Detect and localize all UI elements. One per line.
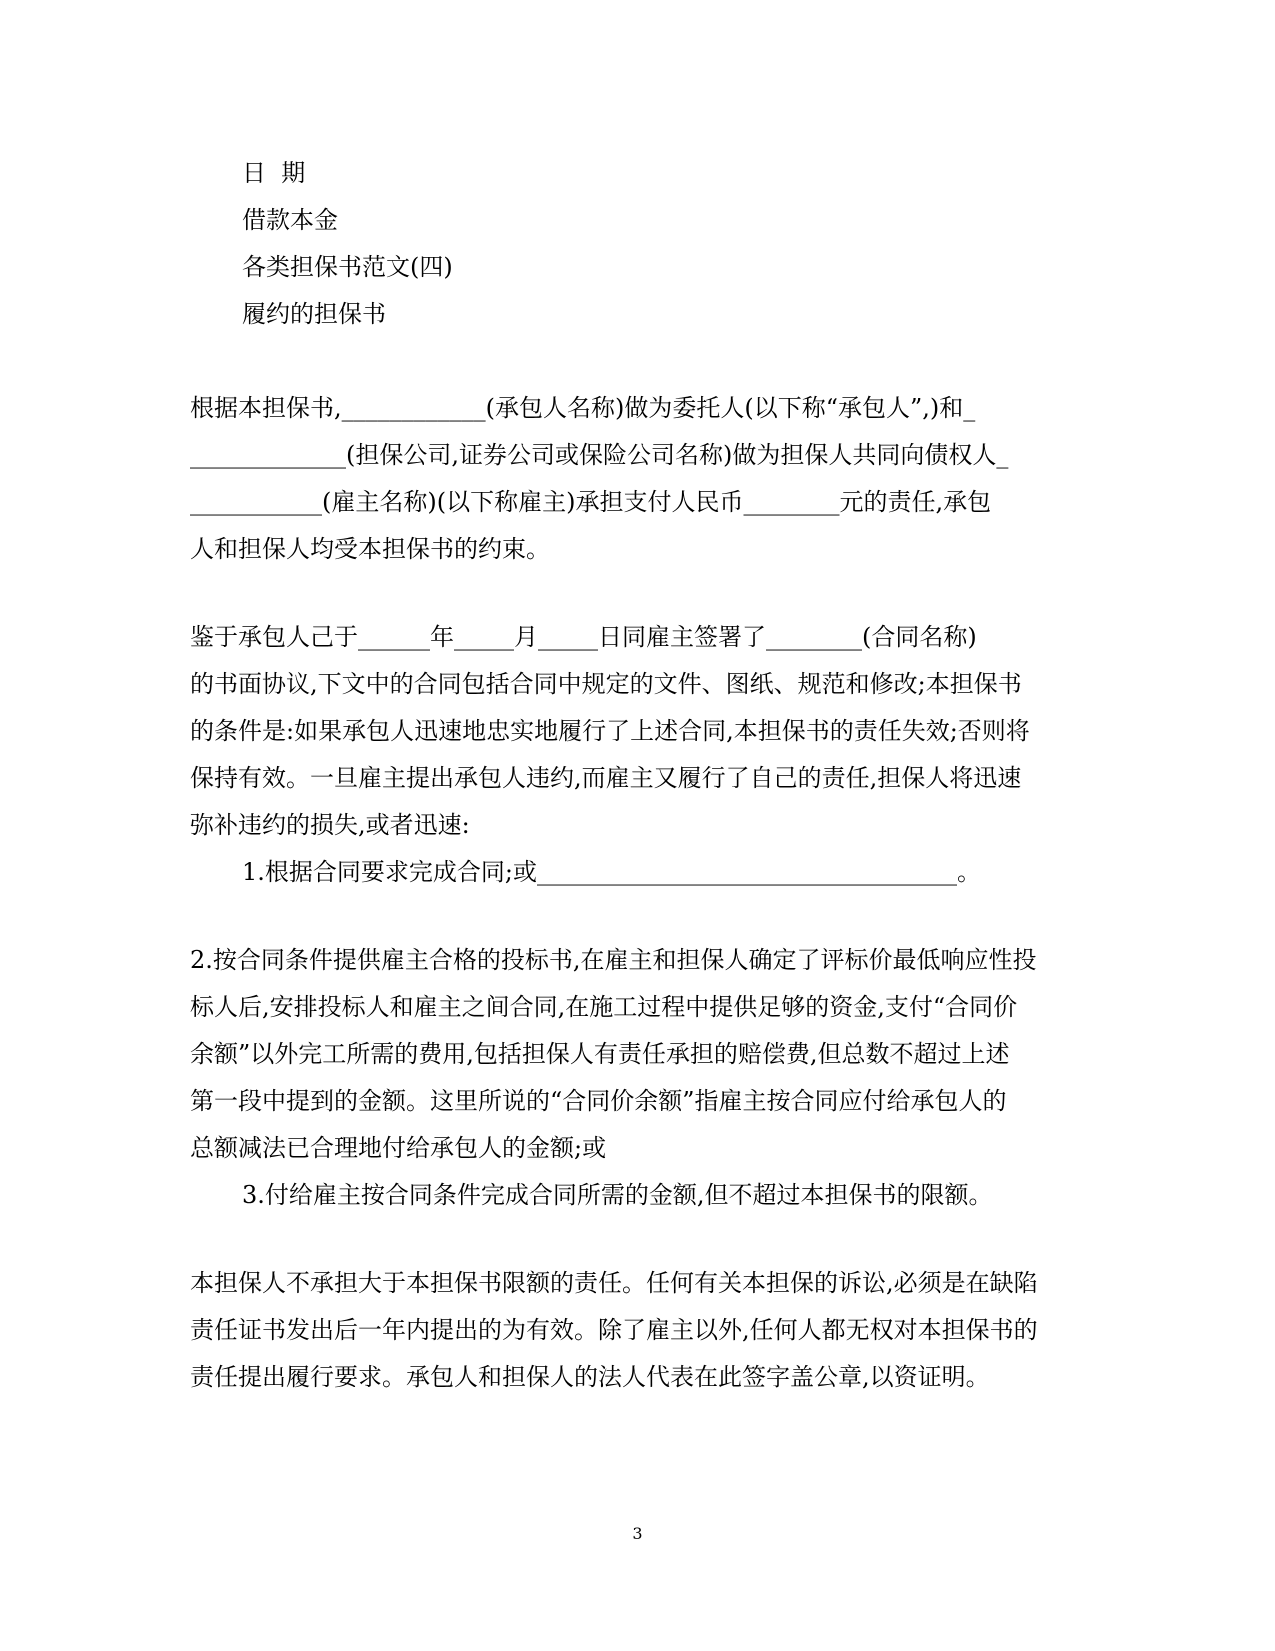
item1: 1.根据合同要求完成合同;或___________________________________。 [242,858,981,886]
paragraph3-line3: 余额”以外完工所需的费用,包括担保人有责任承担的赔偿费,但总数不超过上述 [190,1040,1010,1068]
paragraph1-line3: ___________(雇主名称)(以下称雇主)承担支付人民币________元的责任,承包 [190,488,992,516]
paragraph4-line1: 本担保人不承担大于本担保书限额的责任。任何有关本担保的诉讼,必须是在缺陷 [190,1269,1038,1297]
paragraph2-line5: 弥补违约的损失,或者迅速: [190,811,470,839]
heading-date: 日 期 [242,159,306,187]
paragraph3-line2: 标人后,安排投标人和雇主之间合同,在施工过程中提供足够的资金,支付“合同价 [190,993,1018,1021]
paragraph3-line5: 总额减法已合理地付给承包人的金额;或 [190,1134,607,1162]
paragraph4-line2: 责任证书发出后一年内提出的为有效。除了雇主以外,任何人都无权对本担保书的 [190,1316,1038,1344]
paragraph3-line4: 第一段中提到的金额。这里所说的“合同价余额”指雇主按合同应付给承包人的 [190,1087,1007,1115]
paragraph2-line1: 鉴于承包人己于______年_____月_____日同雇主签署了________(合同名称) [190,623,977,651]
paragraph2-line2: 的书面协议,下文中的合同包括合同中规定的文件、图纸、规范和修改;本担保书 [190,670,1022,698]
heading-section-title: 各类担保书范文(四) [242,253,453,281]
paragraph1-line2: _____________(担保公司,证券公司或保险公司名称)做为担保人共同向债权人_ [190,441,1009,469]
page-number: 3 [632,1524,643,1543]
heading-performance-bond: 履约的担保书 [242,300,386,328]
paragraph4-line3: 责任提出履行要求。承包人和担保人的法人代表在此签字盖公章,以资证明。 [190,1363,990,1391]
item3: 3.付给雇主按合同条件完成合同所需的金额,但不超过本担保书的限额。 [242,1181,993,1209]
paragraph1-line1: 根据本担保书,____________(承包人名称)做为委托人(以下称“承包人”,)和_ [190,394,976,422]
paragraph3-line1: 2.按合同条件提供雇主合格的投标书,在雇主和担保人确定了评标价最低响应性投 [190,946,1037,974]
paragraph2-line4: 保持有效。一旦雇主提出承包人违约,而雇主又履行了自己的责任,担保人将迅速 [190,764,1022,792]
paragraph2-line3: 的条件是:如果承包人迅速地忠实地履行了上述合同,本担保书的责任失效;否则将 [190,717,1030,745]
paragraph1-line4: 人和担保人均受本担保书的约束。 [190,535,550,563]
heading-loan-principal: 借款本金 [242,206,338,234]
